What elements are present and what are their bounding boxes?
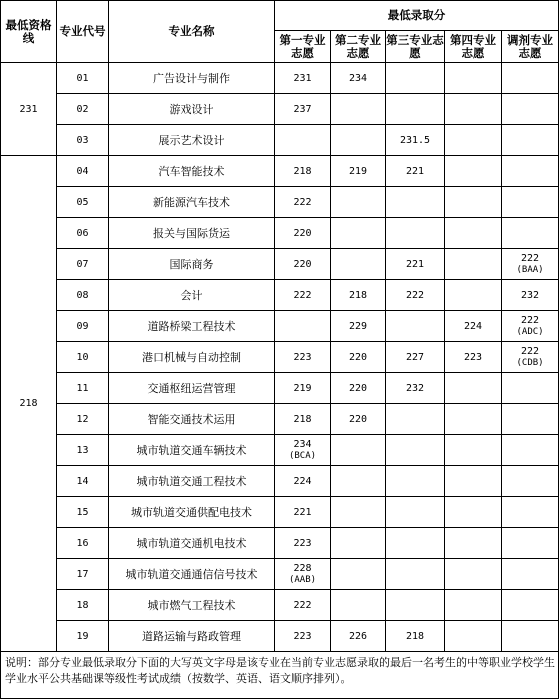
score-cell: 220 — [275, 249, 331, 280]
score-cell: 234 — [331, 63, 386, 94]
min-line-cell: 231 — [1, 63, 57, 156]
score-cell — [445, 249, 502, 280]
score-cell: 218 — [386, 621, 445, 652]
program-code-cell: 02 — [57, 94, 109, 125]
score-cell — [502, 63, 559, 94]
table-row — [1, 621, 559, 652]
program-name-cell: 游戏设计 — [109, 94, 275, 125]
header-row-1 — [1, 1, 559, 31]
program-name-cell: 城市轨道交通机电技术 — [109, 528, 275, 559]
table-row — [1, 156, 559, 187]
program-name-cell: 智能交通技术运用 — [109, 404, 275, 435]
score-cell — [445, 590, 502, 621]
table-body — [1, 63, 559, 652]
score-cell — [445, 94, 502, 125]
score-cell — [445, 373, 502, 404]
table-row — [1, 528, 559, 559]
grade-letters: (BCA) — [288, 450, 317, 461]
score-cell — [331, 187, 386, 218]
program-code-cell: 15 — [57, 497, 109, 528]
score-cell — [502, 466, 559, 497]
program-code-cell: 14 — [57, 466, 109, 497]
score-cell — [331, 466, 386, 497]
header-choice-3: 第三专业志愿 — [386, 31, 445, 63]
score-cell: 221 — [275, 497, 331, 528]
program-code-cell: 05 — [57, 187, 109, 218]
score-cell: 222 — [386, 280, 445, 311]
score-cell — [386, 218, 445, 249]
table-row — [1, 590, 559, 621]
score-cell: 223 — [275, 621, 331, 652]
table-row — [1, 249, 559, 280]
table-row — [1, 187, 559, 218]
header-choice-4: 第四专业志愿 — [445, 31, 502, 63]
program-code-cell: 16 — [57, 528, 109, 559]
table-row — [1, 559, 559, 590]
header-choice-2: 第二专业志愿 — [331, 31, 386, 63]
score-cell: 220 — [275, 218, 331, 249]
score-cell — [445, 497, 502, 528]
program-name-cell: 汽车智能技术 — [109, 156, 275, 187]
program-name-cell: 国际商务 — [109, 249, 275, 280]
score-cell: 226 — [331, 621, 386, 652]
score-cell — [502, 559, 559, 590]
score-value: 222 — [521, 345, 540, 357]
program-code-cell: 09 — [57, 311, 109, 342]
table-row — [1, 342, 559, 373]
score-cell — [331, 125, 386, 156]
score-cell: 223 — [275, 528, 331, 559]
header-choice-adjust: 调剂专业志愿 — [502, 31, 559, 63]
program-code-cell: 18 — [57, 590, 109, 621]
grade-letters: (BAA) — [516, 264, 544, 275]
table-row — [1, 311, 559, 342]
score-cell — [275, 435, 331, 466]
header-name: 专业名称 — [109, 1, 275, 63]
score-cell: 229 — [331, 311, 386, 342]
score-cell: 218 — [331, 280, 386, 311]
score-value: 222 — [521, 314, 540, 326]
score-cell: 231 — [275, 63, 331, 94]
program-code-cell: 11 — [57, 373, 109, 404]
score-cell — [445, 125, 502, 156]
score-cell — [502, 311, 559, 342]
score-cell: 218 — [275, 404, 331, 435]
program-name-cell: 会计 — [109, 280, 275, 311]
score-cell — [445, 218, 502, 249]
table-row — [1, 373, 559, 404]
program-name-cell: 新能源汽车技术 — [109, 187, 275, 218]
score-cell: 220 — [331, 373, 386, 404]
program-name-cell: 交通枢纽运营管理 — [109, 373, 275, 404]
note-row — [1, 652, 559, 699]
score-cell — [386, 528, 445, 559]
score-cell — [502, 156, 559, 187]
score-cell — [502, 621, 559, 652]
program-name-cell: 城市燃气工程技术 — [109, 590, 275, 621]
score-value: 222 — [521, 252, 540, 264]
score-cell — [275, 125, 331, 156]
score-cell: 221 — [386, 249, 445, 280]
program-code-cell: 10 — [57, 342, 109, 373]
table-row — [1, 63, 559, 94]
score-cell — [502, 404, 559, 435]
table-row — [1, 218, 559, 249]
score-cell — [502, 249, 559, 280]
score-value: 234 — [293, 438, 312, 450]
score-cell: 220 — [331, 342, 386, 373]
score-cell: 231.5 — [386, 125, 445, 156]
score-cell — [445, 621, 502, 652]
score-cell — [331, 218, 386, 249]
score-cell — [386, 466, 445, 497]
program-code-cell: 08 — [57, 280, 109, 311]
score-cell — [386, 559, 445, 590]
program-code-cell: 03 — [57, 125, 109, 156]
program-name-cell: 城市轨道交通车辆技术 — [109, 435, 275, 466]
header-min-line: 最低资格线 — [1, 1, 57, 63]
score-cell — [502, 125, 559, 156]
score-cell: 222 — [275, 590, 331, 621]
score-cell — [502, 435, 559, 466]
score-cell: 218 — [275, 156, 331, 187]
score-cell — [502, 187, 559, 218]
score-cell — [386, 94, 445, 125]
score-cell — [502, 342, 559, 373]
program-name-cell: 城市轨道交通供配电技术 — [109, 497, 275, 528]
score-cell — [331, 249, 386, 280]
score-cell — [445, 559, 502, 590]
score-cell: 219 — [331, 156, 386, 187]
score-cell — [502, 218, 559, 249]
score-cell — [386, 497, 445, 528]
program-name-cell: 展示艺术设计 — [109, 125, 275, 156]
score-cell — [502, 373, 559, 404]
score-cell — [502, 590, 559, 621]
program-code-cell: 13 — [57, 435, 109, 466]
score-cell — [331, 528, 386, 559]
score-cell: 220 — [331, 404, 386, 435]
score-cell: 232 — [386, 373, 445, 404]
table-row — [1, 404, 559, 435]
program-code-cell: 12 — [57, 404, 109, 435]
score-cell — [445, 528, 502, 559]
score-cell — [445, 466, 502, 497]
score-cell — [386, 63, 445, 94]
score-cell: 227 — [386, 342, 445, 373]
grade-letters: (AAB) — [288, 574, 317, 585]
grade-letters: (ADC) — [516, 326, 544, 337]
score-cell — [331, 559, 386, 590]
program-name-cell: 道路运输与路政管理 — [109, 621, 275, 652]
score-value: 228 — [293, 562, 312, 574]
score-cell — [386, 404, 445, 435]
table-row — [1, 435, 559, 466]
grade-letters: (CDB) — [516, 357, 544, 368]
program-name-cell: 道路桥梁工程技术 — [109, 311, 275, 342]
score-cell: 222 — [275, 280, 331, 311]
table-row — [1, 125, 559, 156]
score-cell — [331, 94, 386, 125]
score-cell — [386, 187, 445, 218]
score-cell — [445, 156, 502, 187]
score-cell: 221 — [386, 156, 445, 187]
header-min-score: 最低录取分 — [275, 1, 559, 31]
score-cell — [445, 187, 502, 218]
score-cell: 223 — [445, 342, 502, 373]
program-code-cell: 17 — [57, 559, 109, 590]
score-cell — [445, 404, 502, 435]
program-name-cell: 广告设计与制作 — [109, 63, 275, 94]
table-row — [1, 497, 559, 528]
program-name-cell: 港口机械与自动控制 — [109, 342, 275, 373]
score-cell — [445, 280, 502, 311]
program-name-cell: 城市轨道交通通信信号技术 — [109, 559, 275, 590]
header-choice-1: 第一专业志愿 — [275, 31, 331, 63]
header-code: 专业代号 — [57, 1, 109, 63]
score-cell: 223 — [275, 342, 331, 373]
score-cell — [502, 528, 559, 559]
table-row — [1, 280, 559, 311]
score-cell — [386, 311, 445, 342]
score-cell — [386, 590, 445, 621]
program-code-cell: 06 — [57, 218, 109, 249]
footnote: 说明：部分专业最低录取分下面的大写英文字母是该专业在当前专业志愿录取的最后一名考生的中等职业学校学生学业水平公共基础课等级性考试成绩（按数学、英语、语文顺序排列）。 — [1, 652, 559, 699]
score-cell — [331, 590, 386, 621]
score-cell — [275, 559, 331, 590]
program-name-cell: 城市轨道交通工程技术 — [109, 466, 275, 497]
table-row — [1, 466, 559, 497]
program-code-cell: 19 — [57, 621, 109, 652]
program-code-cell: 07 — [57, 249, 109, 280]
table-row — [1, 94, 559, 125]
score-cell — [331, 497, 386, 528]
score-cell: 224 — [445, 311, 502, 342]
score-cell — [275, 311, 331, 342]
program-code-cell: 04 — [57, 156, 109, 187]
score-cell — [502, 497, 559, 528]
score-cell — [445, 63, 502, 94]
score-cell — [502, 94, 559, 125]
score-cell: 219 — [275, 373, 331, 404]
program-name-cell: 报关与国际货运 — [109, 218, 275, 249]
score-cell — [386, 435, 445, 466]
score-cell: 237 — [275, 94, 331, 125]
score-cell — [331, 435, 386, 466]
program-code-cell: 01 — [57, 63, 109, 94]
min-line-cell: 218 — [1, 156, 57, 652]
score-cell: 224 — [275, 466, 331, 497]
score-cell — [445, 435, 502, 466]
score-cell: 232 — [502, 280, 559, 311]
score-cell: 222 — [275, 187, 331, 218]
